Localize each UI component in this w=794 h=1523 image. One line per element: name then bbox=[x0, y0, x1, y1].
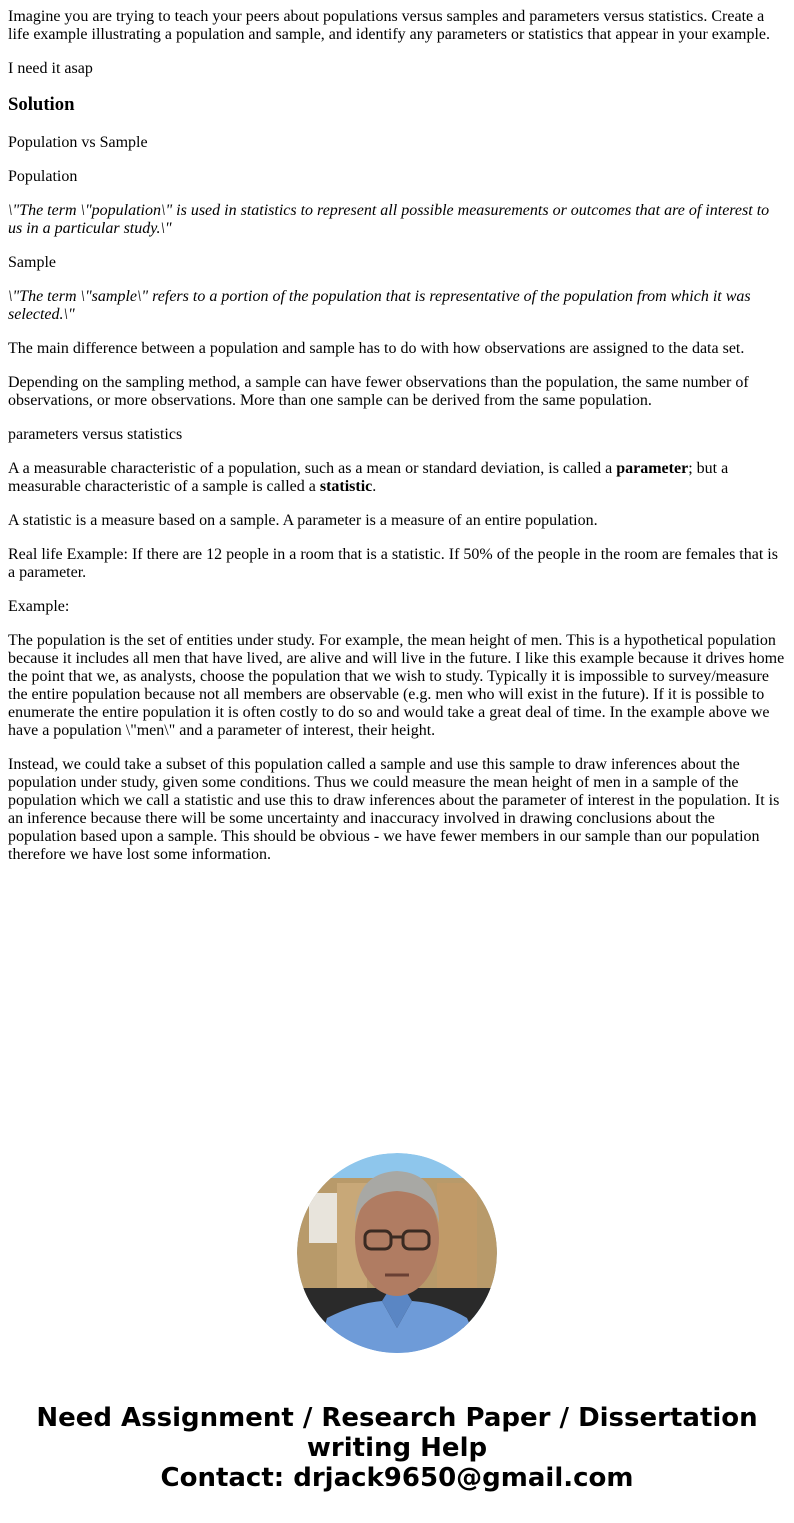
population-label: Population bbox=[8, 168, 78, 185]
question-note: I need it asap bbox=[8, 60, 93, 77]
term-parameter: parameter bbox=[616, 460, 689, 477]
param-stat-definition bbox=[8, 460, 786, 496]
solution-heading: Solution bbox=[8, 94, 75, 115]
main-difference: The main difference between a population and sample has to do with how observations are assigned to the data set. bbox=[8, 340, 745, 357]
sampling-method: Depending on the sampling method, a sample can have fewer observations than the population, the same number of observations, or more observations. More than one sample can be derived from the same population. bbox=[8, 374, 749, 409]
real-life-example: Real life Example: If there are 12 people in a room that is a statistic. If 50% of the people in the room are females that is a parameter. bbox=[8, 546, 778, 581]
sample-definition bbox=[8, 288, 786, 324]
param-stat-text-3: . bbox=[372, 478, 377, 495]
term-statistic: statistic bbox=[319, 478, 373, 495]
param-stat-text-1: A a measurable characteristic of a population, such as a mean or standard deviation, is called a bbox=[8, 460, 617, 477]
population-definition bbox=[8, 202, 786, 238]
example-paragraph-1: The population is the set of entities under study. For example, the mean height of men. This is a hypothetical population because it includes all men that have lived, are alive and will live in the future. I like this example because it drives home the point that we, as analysts, choose the population that we wish to study. Typically it is impossible to survey/measure the entire population because not all members are observable (e.g. men who will exist in the future). If it is possible to enumerate the entire population it is often costly to do so and would take a great deal of time. In the example above we have a population \"men\" and a parameter of interest, their height. bbox=[8, 632, 785, 739]
example-label: Example: bbox=[8, 598, 70, 615]
portrait-image bbox=[297, 1153, 497, 1353]
example-paragraph-2: Instead, we could take a subset of this population called a sample and use this sample to draw inferences about the population under study, given some conditions. Thus we could measure the mean height of men in a sample of the population which we call a statistic and use this to draw inferences about the parameter of interest in the population. It is an inference because there will be some uncertainty and inaccuracy involved in drawing conclusions about the population based upon a sample. This should be obvious - we have fewer members in our sample than our population therefore we have lost some information. bbox=[8, 756, 780, 863]
banner-line-1: Need Assignment / Research Paper / Dissertation bbox=[36, 1403, 758, 1433]
avatar bbox=[297, 1153, 497, 1353]
population-definition-text: \"The term \"population\" is used in statistics to represent all possible measurements or outcomes that are of interest to us in a particular study.\" bbox=[8, 202, 770, 237]
sample-definition-text: \"The term \"sample\" refers to a portion of the population that is representative of the population from which it was selected.\" bbox=[8, 288, 751, 323]
param-stat-text-2: ; but a measurable characteristic of a sample is called a bbox=[8, 460, 729, 495]
question-text: Imagine you are trying to teach your peers about populations versus samples and parameters versus statistics. Create a life example illustrating a population and sample, and identify any parameters or statistics that appear in your example. bbox=[8, 8, 770, 43]
contact-banner bbox=[0, 1403, 794, 1493]
section-title-population-vs-sample: Population vs Sample bbox=[8, 134, 148, 151]
banner-line-2: writing Help bbox=[306, 1433, 488, 1463]
section-title-parameters-vs-statistics: parameters versus statistics bbox=[8, 426, 183, 443]
stat-vs-param: A statistic is a measure based on a sample. A parameter is a measure of an entire population. bbox=[8, 512, 598, 529]
banner-contact-email: Contact: drjack9650@gmail.com bbox=[160, 1463, 634, 1493]
sample-label: Sample bbox=[8, 254, 56, 271]
